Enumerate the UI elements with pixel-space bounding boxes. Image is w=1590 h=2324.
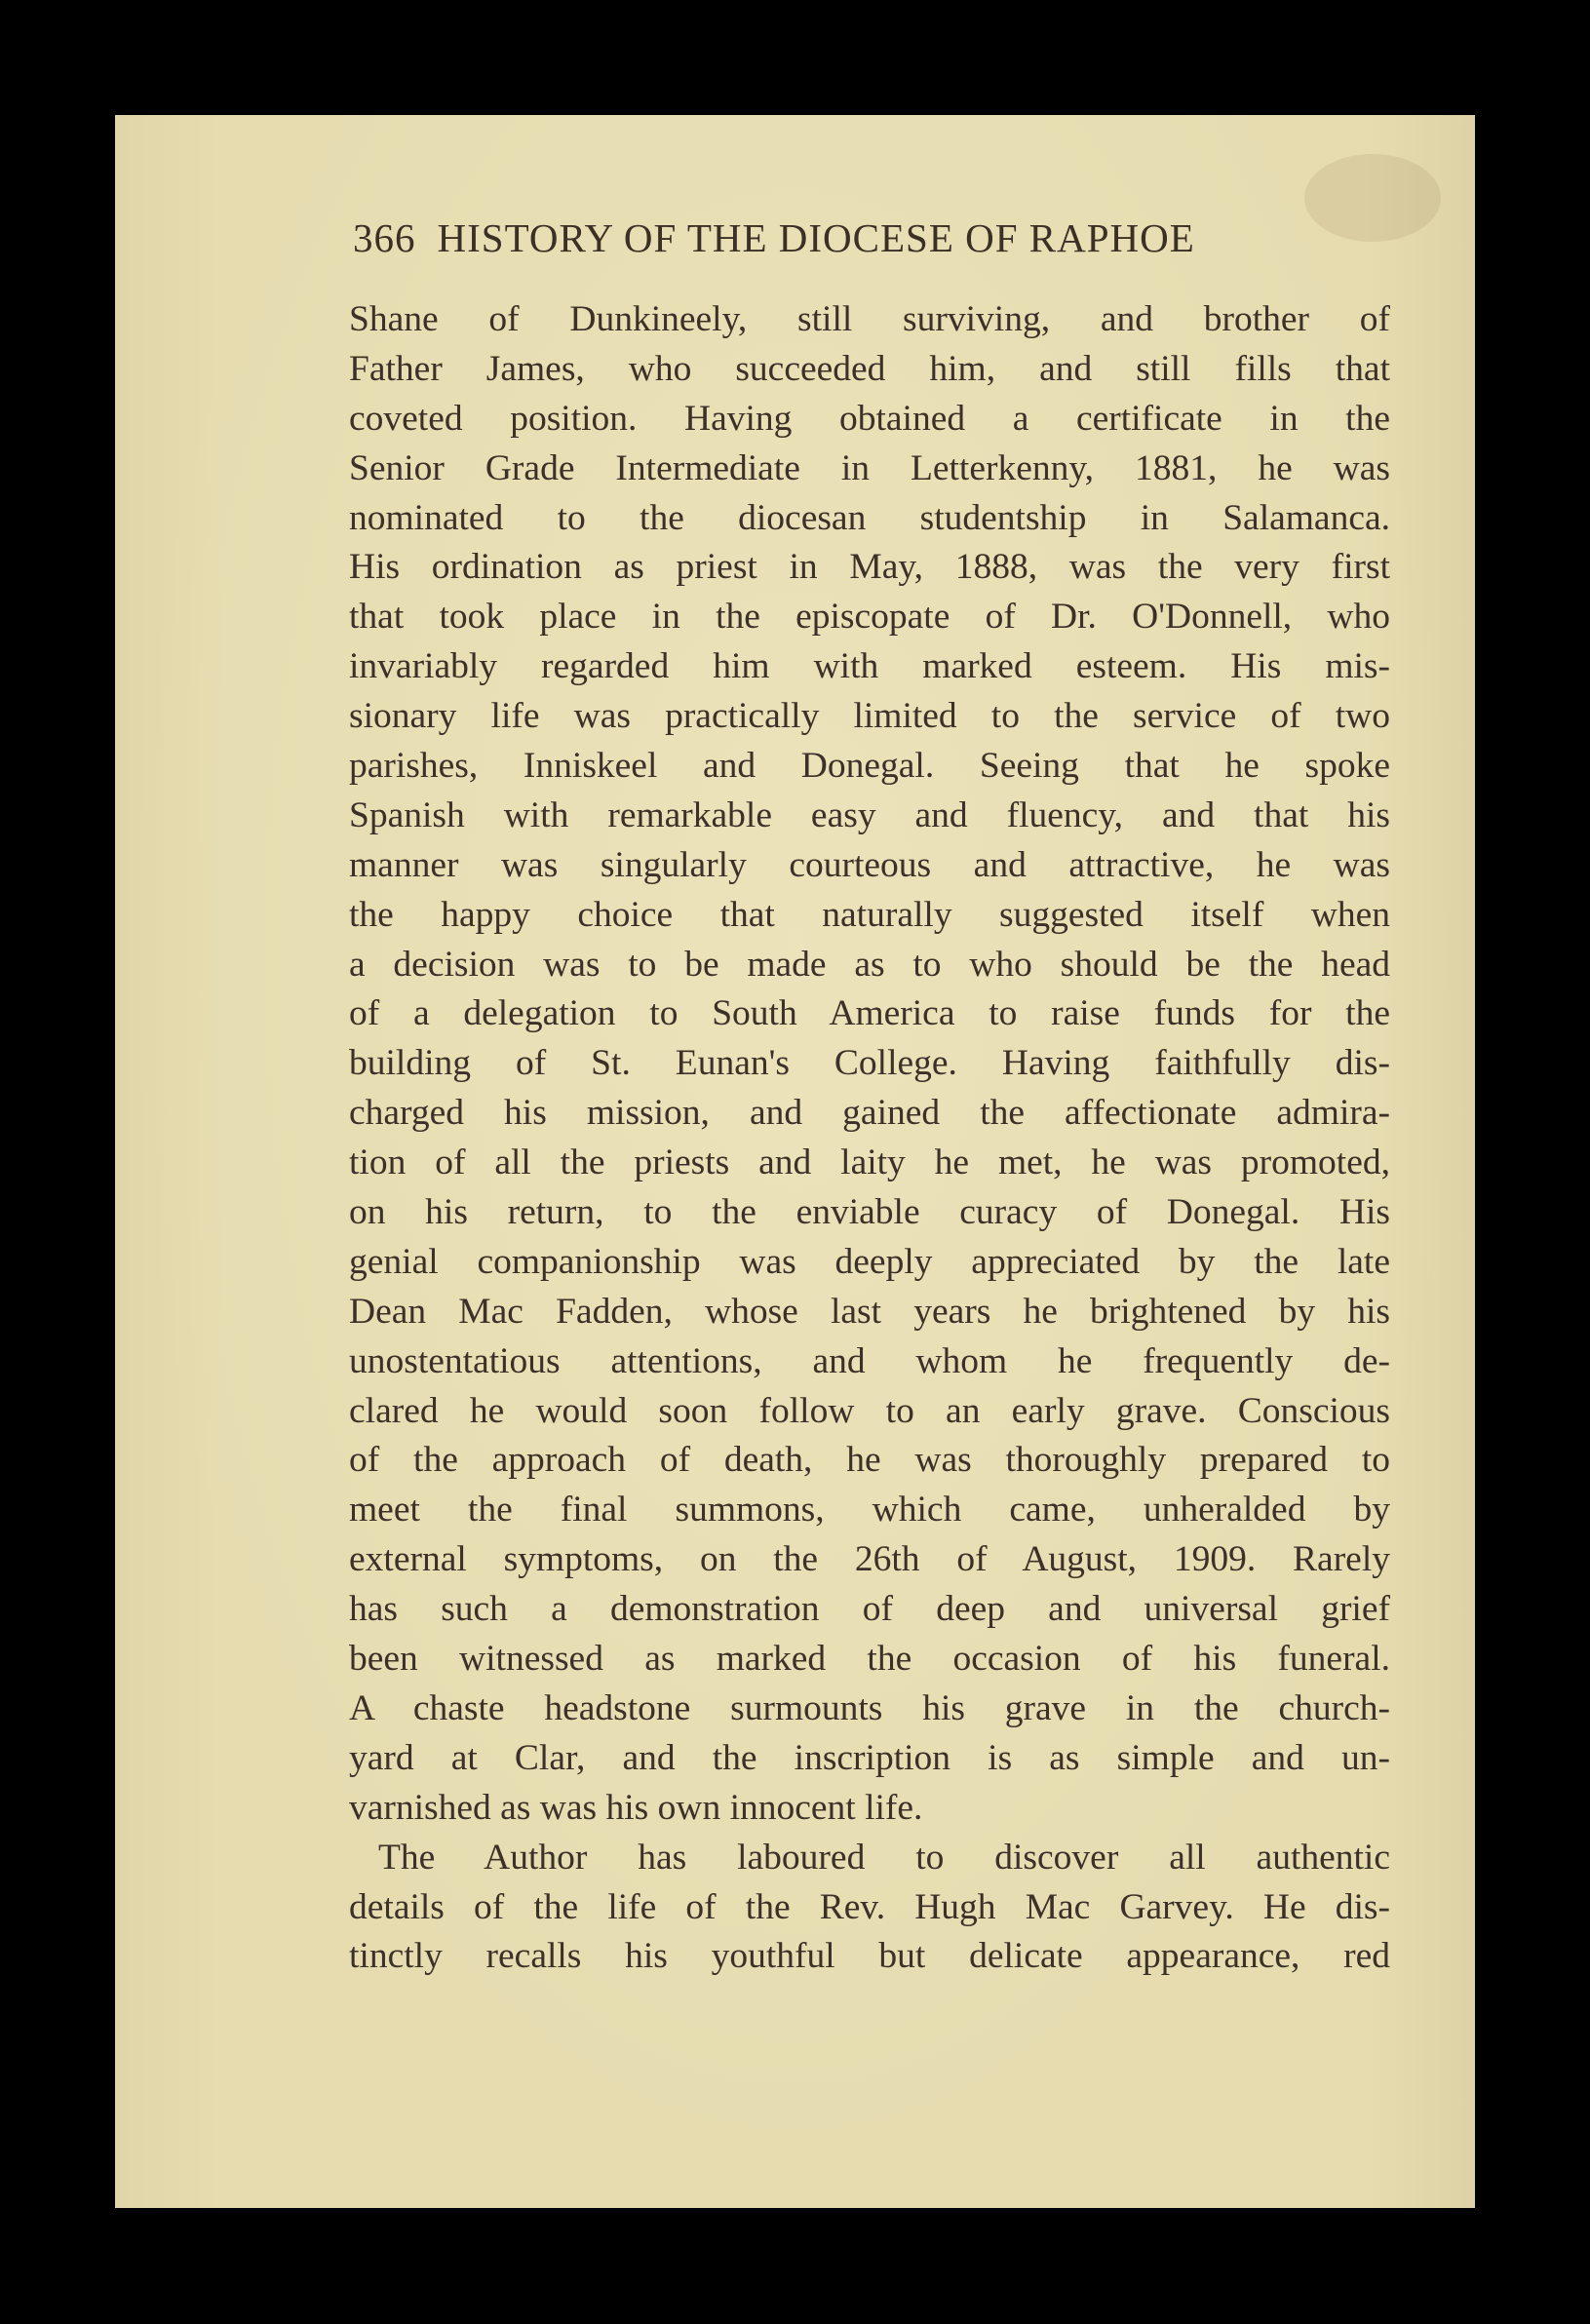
page-number: 366 [353, 215, 416, 260]
body-text [349, 295, 1390, 1982]
text-line: nominated to the diocesan studentship in Salamanca. [349, 497, 1390, 538]
text-line: Shane of Dunkineely, still surviving, and brother of [349, 299, 1390, 339]
text-line: that took place in the episcopate of Dr. O'Donnell, who [349, 597, 1390, 638]
text-line: the happy choice that naturally suggested itself when [349, 894, 1390, 935]
text-line: details of the life of the Rev. Hugh Mac Garvey. He dis- [349, 1886, 1390, 1927]
book-page [115, 115, 1475, 2208]
text-line: sionary life was practically limited to the service of two [349, 696, 1390, 737]
running-title: HISTORY OF THE DIOCESE OF RAPHOE [437, 215, 1195, 260]
text-line: Father James, who succeeded him, and still fills that [349, 348, 1390, 389]
text-line: tion of all the priests and laity he met, he was promoted, [349, 1143, 1390, 1183]
running-header [353, 214, 1454, 283]
text-line: yard at Clar, and the inscription is as simple and un- [349, 1737, 1390, 1778]
text-line: charged his mission, and gained the affectionate admira- [349, 1093, 1390, 1134]
text-line: been witnessed as marked the occasion of his funeral. [349, 1639, 1390, 1680]
text-line: of a delegation to South America to raise funds for the [349, 993, 1390, 1034]
text-line: meet the final summons, which came, unheralded by [349, 1490, 1390, 1530]
text-line-paragraph-start: The Author has laboured to discover all authentic [378, 1837, 1390, 1878]
text-line: external symptoms, on the 26th of August, 1909. Rarely [349, 1539, 1390, 1580]
text-line: Dean Mac Fadden, whose last years he brightened by his [349, 1291, 1390, 1332]
text-line: A chaste headstone surmounts his grave in the church- [349, 1687, 1390, 1728]
text-line: Senior Grade Intermediate in Letterkenny, 1881, he was [349, 447, 1390, 488]
text-line: building of St. Eunan's College. Having faithfully dis- [349, 1043, 1390, 1084]
text-line: invariably regarded him with marked esteem. His mis- [349, 646, 1390, 687]
text-line: has such a demonstration of deep and universal grief [349, 1589, 1390, 1630]
text-line: of the approach of death, he was thoroughly prepared to [349, 1440, 1390, 1481]
text-line: on his return, to the enviable curacy of Donegal. His [349, 1192, 1390, 1233]
text-line-paragraph-end: varnished as was his own innocent life. [349, 1787, 923, 1828]
text-line: tinctly recalls his youthful but delicate appearance, red [349, 1936, 1390, 1977]
text-line: coveted position. Having obtained a certificate in the [349, 398, 1390, 439]
text-line: manner was singularly courteous and attractive, he was [349, 844, 1390, 885]
text-line: clared he would soon follow to an early grave. Conscious [349, 1390, 1390, 1431]
text-line: Spanish with remarkable easy and fluency, and that his [349, 794, 1390, 835]
text-line: parishes, Inniskeel and Donegal. Seeing that he spoke [349, 746, 1390, 787]
text-line: a decision was to be made as to who should be the head [349, 944, 1390, 985]
text-line: His ordination as priest in May, 1888, was the very first [349, 547, 1390, 588]
text-line: genial companionship was deeply appreciated by the late [349, 1241, 1390, 1282]
text-line: unostentatious attentions, and whom he frequently de- [349, 1340, 1390, 1381]
